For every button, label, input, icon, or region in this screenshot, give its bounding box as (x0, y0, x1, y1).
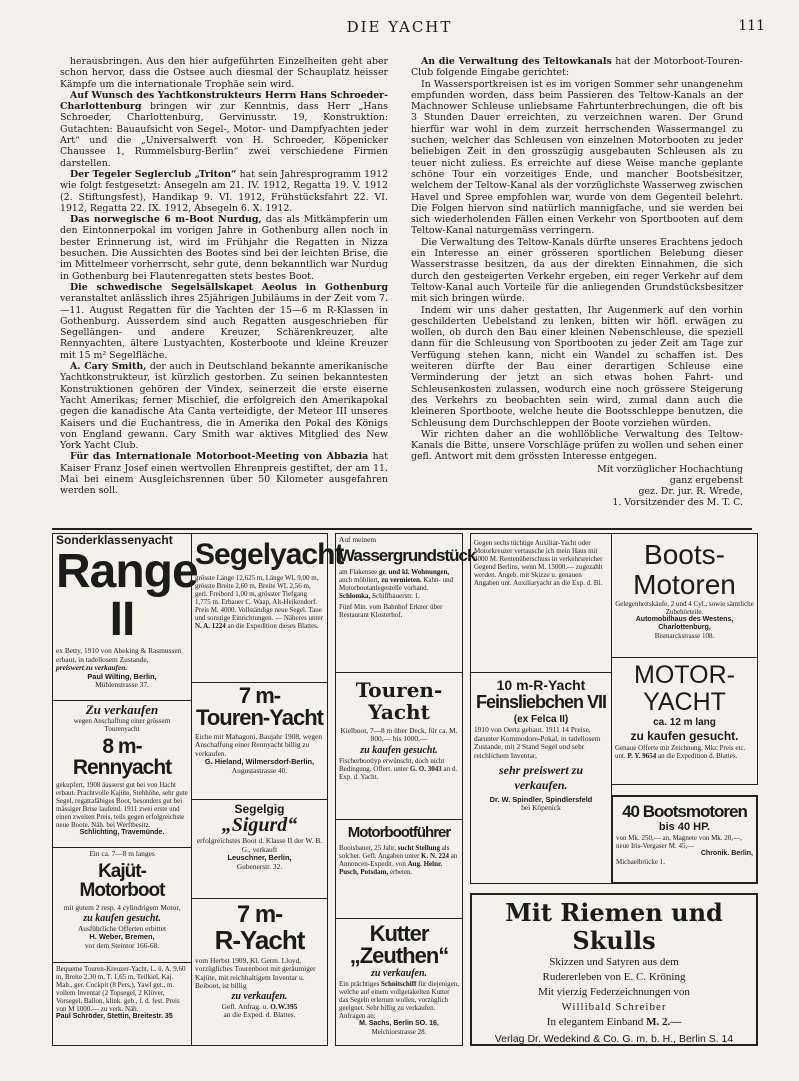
ad-kutter-zeuthen (335, 918, 463, 1046)
paragraph-text: Die Verwaltung des Teltow-Kanals dürfte unseres Erachtens jedoch ein Interesse an einer grösseren sportlichen Belebung dieser Wasserstrasse besitzen, da aus der direkten Einnahmen, die sich durch den gesteigerten Verkehr ergeben, ein reger Verkehr auf dem Teltow-Kanal auch Vorteile für die anliegenden Grundstücksbesitzer mit sich bringen würde. (411, 236, 743, 305)
ad-body-3: Kahn- und Motorbootanlegestelle vorhand. (339, 576, 454, 593)
ad-body: Genaue Offerte mit Zeichnung, Mkr. Preis etc. unt. (615, 744, 746, 760)
ad-touren-kreuzer (52, 962, 192, 1046)
ad-firm: Paul Wilting, Berlin, (87, 671, 157, 681)
signature-line: ganz ergebenst (669, 474, 743, 486)
ad-subline: (ex Felca II) (513, 714, 569, 726)
ad-firm: Dr. W. Spindler, Spindlersfeld (489, 795, 593, 805)
article-paragraph (411, 56, 743, 79)
paragraph-text: herausbringen. Aus den hier aufgeführten Einzelheiten geht aber schon hervor, dass die Ostsee auch diesmal der Schauplatz heisser Kämpfe um die internationale Trophäe sein wird. (60, 56, 388, 90)
right-article-column (411, 56, 743, 508)
article-paragraph (411, 429, 743, 463)
article-paragraph (60, 214, 388, 282)
ad-headline: Feinsliebchen VII (475, 692, 607, 713)
ad-address: Augustastrasse 40. (231, 765, 288, 775)
ad-motorbootfuehrer (335, 819, 463, 919)
ad-code: O.W.395 (270, 1001, 298, 1011)
ad-firm: H. Weber, Bremen, (89, 932, 155, 942)
ad-address: bei Köpenick (521, 803, 561, 813)
ad-body: Kielboot, 7—8 m über Deck, für ca. M. 800,— bis 1000,— (340, 726, 458, 744)
ad-headline-1: MOTOR- (634, 661, 735, 689)
ad-kicker: Sonderklassenyacht (56, 533, 173, 547)
ad-body: grösste Länge 12,625 m, Länge WL 9,00 m, grösste Breite 2,60 m, Breite WL 2,56 m, gerl. Freibord 1,00 m, grösster Tiefgang 1,775 m. Erbauer C. Waap, Alt-Heikendorf. Preis M. 4000. Vollständige neue Segel. Taue und sonstige Einrichtungen. — Näheres unter (195, 574, 323, 622)
ad-8m-rennyacht (52, 700, 192, 848)
paragraph-text: In Wassersportkreisen ist es im vorigen Sommer sehr unangenehm empfunden worden, dass beim Passieren des Teltow-Kanals an der Machnower Schleuse unliebsame Fahrtunterbrechungen, die oft bis 3 Stunden Dauer erreichten, zu verzeichnen waren. Der Grund hierfür war wohl in dem zurzeit herrschenden Wassermangel zu suchen, welcher das Schleusen von einzelnen Motorbooten zu jeder beliebigen Zeit in den grosszügig ausgebauten Schleusen als zu teuer nicht zuliess. Es erreichte auf diese Weise manche geplante schöne Tour ein vorzeitiges Ende, und mancher Bootsbesitzer, welchem der Teltow-Kanal als der vorzüglichste Wasserweg zwischen Havel und Spree empfohlen war, wurde von dem Gegenteil belehrt. Die Folgen hiervon sind natürlich mannigfache, und sie werden bei sich wiederholenden Fällen einen Verkehr von Sportbooten auf dem Teltow-Kanal naturgemäss verringern. (411, 78, 743, 237)
ad-firm: Paul Schröder, Stettin, Breitestr. 35 (56, 1013, 173, 1020)
ad-body: Gelegenheitskäufe, 2 und 4 Cyl., sowie sämtliche Zubehörteile. (615, 600, 754, 616)
ad-address: Schiffbauerstr. 1. (372, 592, 420, 601)
ad-address: Mühlenstrasse 37. (95, 680, 149, 690)
ad-range-ii (52, 533, 198, 701)
paragraph-lead: Das norwegische 6 m-Boot Nurdug, (70, 214, 262, 226)
ad-body: Bootsbauer, 25 Jahr, (339, 844, 396, 852)
paragraph-text: veranstaltet anlässlich ihres 25jährigen Jubiläums in der Zeit vom 7.—11. August Regatten für die Yachten der 15—6 m R-Klassen in Gothenburg. Ausserdem sind auch Regatten ausgeschrieben für Segellängen- und andere Kreuzer, Schärenkreuzer, alte Rennyachten, ältere Lustyachten, Kosterboote und kleine Kreuzer mit 15 m² Segelfläche. (60, 293, 388, 361)
ad-address: Bismarckstrasse 108. (654, 632, 715, 640)
ad-kicker: Ein ca. 7—8 m langes (89, 849, 155, 858)
ad-headline-1: 7 m- (236, 901, 283, 928)
page-number: 111 (738, 18, 765, 34)
signature-line: gez. Dr. jur. R. Wrede, (638, 485, 743, 497)
ad-body-2: auch möbliert, (339, 576, 380, 585)
ad-address: Gubenerstr. 32. (236, 861, 283, 871)
left-article-column (60, 56, 388, 497)
ad-kicker: Zu verkaufen (85, 702, 159, 717)
ad-body-3: an Annoncen-Expedit. von (339, 852, 458, 868)
ad-firm: M. Sachs, Berlin SO. 16, (359, 1020, 439, 1027)
paragraph-text: Wir richten daher an die wohllöbliche Verwaltung des Teltow-Kanals die Bitte, unsere Vorschläge prüfen zu wollen und sehen einer gefl. Antwort mit dem grössten Interesse entgegen. (411, 428, 743, 463)
ad-kicker: 10 m-R-Yacht (496, 677, 586, 693)
ad-bold-2: zu vermieten. (381, 576, 422, 585)
page-header (0, 18, 799, 42)
ad-7m-touren-yacht (191, 682, 328, 800)
ad-headline-2: „Zeuthen“ (349, 943, 449, 968)
paragraph-text: hat Kaiser Franz Josef einen wertvollen Ehrenpreis gestiftet, der am 11. Mai bei einem Ausgleichsrennen über 50 Kilometer ausgefahren werden soll. (60, 451, 388, 497)
ad-body-2: Ausführliche Offerten erbittet (77, 923, 167, 933)
ad-headline-2: R-Yacht (214, 925, 305, 955)
paragraph-lead: Die schwedische Segelsällskapet Aeolus in Gothenburg (70, 281, 388, 293)
page-title: DIE YACHT (346, 18, 453, 36)
ad-price: zu kaufen gesucht. (630, 729, 739, 743)
ad-40-bootsmotoren (611, 795, 758, 884)
ad-price: zu kaufen gesucht. (360, 744, 438, 756)
ad-headline: Wassergrundstück (339, 546, 476, 566)
ad-kicker: Segelgig (234, 802, 285, 816)
ad-body: ex Betty, 1910 von Abeking & Rasmussen erbaut, in tadellosem Zustande, (56, 646, 182, 664)
ad-body-2: Gefl. Anfrag. u. (221, 1001, 269, 1011)
paragraph-text: der auch in Deutschland bekannte amerikanische Yachtkonstrukteur, ist kürzlich gestorben. Zu seinen bekanntesten Konstruktionen gehören der Vindex, seinerzeit die erste eiserne Yacht Amerikas; ferner Mischief, die erfolgreich den Amerikapokal gegen die kanadische Ata Canta verteidigte, der Meteor III unseres Kaisers und die Euchantress, die in Amerika den Pokal des Königs von England gewann. Cary Smith war aktives Mitglied des New York Yacht Club. (60, 361, 388, 452)
ad-headline-2: Yacht (368, 700, 430, 724)
ad-line-1: Skizzen und Satyren aus dem (549, 956, 679, 968)
article-paragraph (411, 305, 743, 429)
ad-firm: G. Hieland, Wilmersdorf-Berlin, (204, 757, 315, 767)
article-paragraph (60, 282, 388, 361)
ad-price: sehr preiswert zu verkaufen. (498, 763, 584, 793)
ad-address: erbeten. (389, 868, 413, 876)
ad-body: am Flakensee (339, 568, 378, 577)
ad-headline-2: Motoren (633, 569, 736, 600)
ad-headline-1: Kutter (369, 921, 429, 946)
ad-body: erfolgreichstes Boot d. Klasse II der W. B. G., verkauft (196, 836, 323, 854)
ad-body: gekupfert, 1908 äusserst gut bei von Hacht erbaut. Prachtvolle Kajüte, Stehhöhe, sehr gute Segel, regattafähiges Boot, besonders gut bei mässiger Brise laufend. 1911 zwei erste und einen zweiten Preis, teils gegen erfolgreichste neue Boote. Näh. bei Werftbesitz. (56, 781, 188, 829)
ad-body: von Mk. 250,— an, Magnete von Mk. 20,—, neue Iris-Vergaser M. 45,— (616, 834, 742, 850)
ad-kicker: Auf meinem (339, 535, 377, 544)
article-paragraph (411, 79, 743, 237)
paragraph-text: bringen wir zur Kenntnis, dass Herr „Hans Schroeder, Charlottenburg, Gervinusstr. 19, Konstruktion: Gutachten: Bauaufsicht von Segel-, Motor- und Dampfyachten jeder Art“ und die „Universalwerft von H. Schroeder, Köpenicker Chaussee 1, Rummelsburg-Berlin“ zwei verschiedene Firmen darstellen. (60, 101, 388, 169)
ad-bold-1: gr. und kl. Wohnungen, (379, 568, 450, 577)
ad-headline: Range II (56, 545, 198, 647)
ad-body: Ein prächtiges (339, 980, 380, 988)
ad-body: Gegen sechs tüchtige Auxiliar-Yacht oder Motorkreuzer vertausche ich mein Haus mit 4000 M. Rentenüberschuss in verkehrsreicher Gegend Berlins, wenn M. 15000,— zugezahlt werden. Angeb. mit Skizze u. genauen Angaben unt. Auxiliaryacht an die Exp. d. Bl. (474, 539, 603, 587)
ad-price: zu verkaufen. (370, 968, 428, 979)
ad-body-2: Fischerbootlyp erwünscht, doch nicht Bedingung. Offert. unter (339, 756, 445, 773)
ad-price: preiswert zu verkaufen. (56, 663, 128, 673)
ad-7m-r-yacht (191, 898, 328, 1046)
article-paragraph (60, 56, 388, 90)
ad-body-2: an die Expedition dieses Blattes. (227, 622, 319, 630)
ad-line-2: Rudererleben von E. C. Kröning (542, 971, 686, 983)
paragraph-text: hat der Motorboot-Touren-Club folgende Eingabe gerichtet: (411, 56, 743, 79)
ad-headline-1: 40 Bootsmotoren (622, 802, 747, 821)
ad-headline-2: bis 40 HP. (658, 821, 711, 833)
ad-price: M. 2.— (646, 1016, 682, 1028)
ad-headline: 8 m-Rennyacht (72, 735, 172, 779)
ad-body-3: an d. Exp. d. Yacht. (339, 764, 458, 781)
ad-address: Michaelbrücke 1. (616, 858, 665, 866)
ad-headline: Motorbootführer (347, 824, 451, 841)
ad-boots-motoren (611, 533, 758, 658)
ad-body-3: an die Exped. d. Blattes. (223, 1010, 296, 1020)
ad-firm: Schlichting, Travemünde. (79, 829, 165, 836)
article-paragraph (411, 237, 743, 305)
ad-firm: Schlomka, (339, 592, 371, 601)
paragraph-lead: A. Cary Smith, (70, 361, 147, 373)
ad-wassergrundstueck (335, 533, 476, 673)
ad-bold-1: sucht Stellung (397, 844, 440, 852)
ad-price: zu verkaufen. (231, 990, 288, 1002)
ad-body: 1910 von Oertz gebaut. 1911 14 Preise, darunter Kommodore-Pokal, in tadellosem Zustande, mit 2 Stand Segel und sehr reichlichem Inventar, (474, 725, 601, 760)
ad-headline-2: Touren-Yacht (196, 705, 323, 730)
ad-headline: Segelyacht (195, 538, 344, 571)
ad-headline-2: YACHT (643, 688, 726, 716)
ad-address: Melchiorstrasse 28. (371, 1028, 427, 1036)
ad-code: P. Y. 9654 (627, 752, 657, 760)
letter-signature (411, 464, 743, 508)
ad-price: zu kaufen gesucht. (83, 912, 161, 924)
ad-line-5: In elegantem Einband (546, 1016, 644, 1028)
ad-kajuet-motorboot (52, 847, 192, 963)
ad-firm: Chronik. Berlin, (700, 850, 753, 857)
paragraph-lead: Auf Wunsch des Yachtkonstrukteurs Herrn Hans Schroeder-Charlottenburg (60, 89, 388, 113)
ad-firm: Leuschner, Berlin, (227, 853, 292, 863)
ad-segelyacht (191, 533, 344, 683)
ad-headline-1: Boots- (644, 539, 725, 570)
ad-mit-riemen-und-skulls (470, 893, 758, 1046)
paragraph-lead: Für das Internationale Motorboot-Meeting von Abbazia (70, 451, 369, 463)
paragraph-lead: An die Verwaltung des Teltowkanals (421, 56, 612, 67)
article-paragraph (60, 90, 388, 169)
paragraph-text: hat sein Jahresprogramm 1912 wie folgt festgesetzt: Ansegeln am 21. IV. 1912, Regatta 19. V. 1912 (2. Stiftungsfest), Handikap 9. VI. 1912, Frühstücksfahrt 22. VI. 1912, Regatta 22. IX. 1912, Absegeln 6. X. 1912. (60, 168, 388, 214)
ad-body-2: an die Expedition d. Blattes. (658, 752, 738, 760)
ad-motor-yacht (611, 657, 758, 785)
article-paragraph (60, 361, 388, 451)
ad-headline-1: Touren- (355, 678, 443, 702)
ad-auxiliar-yacht (470, 533, 612, 673)
ad-code: G. O. 3043 (409, 764, 442, 773)
ad-line-4: Willibald Schreiber (561, 1001, 667, 1013)
ad-firm: Automobilhaus des Westens, Charlottenburg, (635, 616, 734, 631)
ad-code: N. A. 1224 (195, 622, 226, 630)
article-paragraph (60, 451, 388, 496)
ad-publisher: Verlag Dr. Wedekind & Co. G. m. b. H., Berlin S. 14 (494, 1033, 734, 1045)
ad-subline: ca. 12 m lang (653, 717, 716, 728)
ad-address: vor dem Steintor 166-68. (84, 940, 160, 950)
signature-line: Mit vorzüglicher Hochachtung (597, 463, 743, 475)
ad-firm: Aug. Helnr. Pusch, Potsdam, (339, 860, 443, 876)
ad-line-3: Mit vierzig Federzeichnungen von (538, 986, 690, 998)
ad-body-2: für diejenigen, welche auf einem vollgetakelten Kutter das Segeln erlernen wollen, vorzüglich geeignet. Sehr billig zu verkaufen. Anfragen an: (339, 980, 459, 1020)
ad-headline: „Sigurd“ (221, 814, 298, 837)
ad-note: Fünf Min. vom Bahnhof Erkner über Restaurant Klosterhof. (339, 603, 443, 620)
article-paragraph (60, 169, 388, 214)
ad-feinsliebchen (470, 672, 612, 884)
ad-body-2: als solcher. Gefl. Angaben unter (339, 844, 450, 860)
ad-segelgig-sigurd (191, 799, 328, 899)
ad-headline: Kajüt-Motorboot (79, 861, 165, 902)
advertisement-section (52, 533, 758, 1060)
ad-touren-yacht-gesucht (335, 672, 463, 820)
ad-code: K. N. 224 (421, 852, 450, 860)
ad-headline: Mit Riemen und Skulls (505, 898, 723, 955)
paragraph-lead: Der Tegeler Seglerclub „Triton“ (70, 168, 237, 180)
signature-line: 1. Vorsitzender des M. T. C. (612, 496, 743, 508)
ad-body: Bequeme Touren-Kreuzer-Yacht, L. ü. A. 9,60 m, Breite 2,30 m, T. 1,65 m, Teilkiel, Kaj. Mah., ger. Cockpit (8 Pers.), Yawl get., m. vollem Inventar (2 Topsegel, 2 Klüver, Vorsegel, Ballon, klink. geb., f. d. fest. Preis von M 1000.— zu verk. Näh. (56, 965, 186, 1013)
ad-subline: wegen Anschaffung einer grössern Tourenyacht (73, 717, 171, 733)
ad-headline-1: 7 m- (238, 683, 281, 708)
paragraph-text: das als Mitkämpferin um den Eintonnerpokal im vorigen Jahre in Gothenburg allen noch in bester Erinnerung ist, wird im Frühjahr die Regatten in Nizza besuchen. Die Aussichten des Bootes sind bei der leichten Brise, die im Mittelmeer vorherrscht, sehr gute, denn bekanntlich war Nurdug in Gothenburg bei Flautenregatten stets bestes Boot. (60, 214, 388, 282)
ad-body: vom Herbst 1909, Kl. Germ. Lloyd, vorzügliches Tourenboot mit geräumiger Kajüte, mit reichhaltigem Inventar u. Beiboot, ist billig (195, 956, 316, 991)
ad-bold-1: Schnitschiff (381, 980, 417, 988)
paragraph-text: Indem wir uns daher gestatten, Ihr Augenmerk auf den vorhin geschilderten Uebelstand zu lenken, bitten wir höfl. erwägen zu wollen, ob durch den Bau einer kleinen Nebenschleuse, die speziell dann für die Schleusung von Sportbooten zu jeder Zeit am Tage zur Verfügung stehen kann, nicht ein Wandel zu schaffen ist. Des weiteren dürfte der Bau einer derartigen Schleuse eine Verminderung der jetzt an sich etwas hohen Fahrt- und Schleusenkosten zulassen, wodurch eine noch grössere Steigerung des Verkehrs zu beobachten sein wird, zumal dann auch die kleineren Sportboote, welche heute die Bootsschleppe benutzen, die Schleusung dem Durchschleppen der Boote vorziehen würden. (411, 304, 743, 429)
advert-divider (52, 528, 752, 530)
ad-body: Eiche mit Mahagoni, Baujahr 1908, wegen Anschaffung einer Rennyacht billig zu verkaufen. (195, 732, 323, 758)
ad-body: mit gutem 2 resp. 4 cylindrigem Motor, (63, 903, 181, 913)
